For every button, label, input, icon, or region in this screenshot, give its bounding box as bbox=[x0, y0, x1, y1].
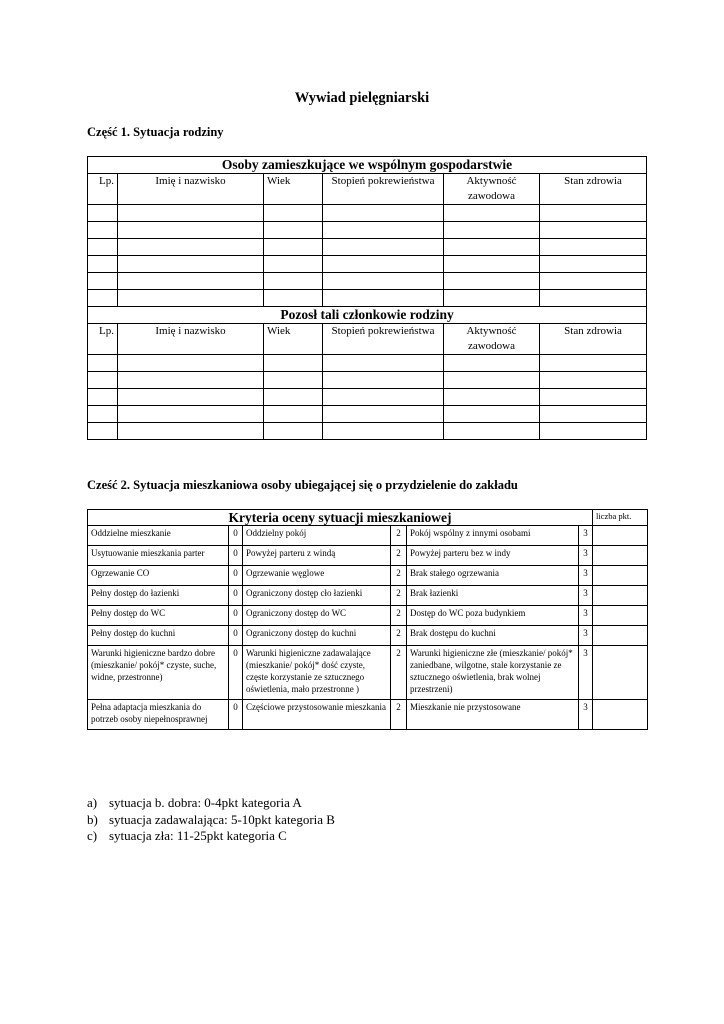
points-good: 0 bbox=[229, 526, 243, 546]
col-lp: Lp. bbox=[88, 174, 118, 205]
col-lp: Lp. bbox=[88, 324, 118, 355]
points-poor: 3 bbox=[579, 646, 593, 700]
list-marker: c) bbox=[87, 828, 98, 843]
points-good: 0 bbox=[229, 566, 243, 586]
points-poor: 3 bbox=[579, 700, 593, 730]
category-text: sytuacja zadawalająca: 5-10pkt kategoria B bbox=[109, 811, 335, 827]
criterion-poor: Mieszkanie nie przystosowane bbox=[407, 700, 579, 730]
criteria-row bbox=[88, 646, 648, 700]
table-row[interactable] bbox=[88, 239, 647, 256]
criterion-fair: Ogrzewanie węglowe bbox=[243, 566, 391, 586]
criterion-fair: Ograniczony dostęp do WC bbox=[243, 606, 391, 626]
criterion-fair: Oddzielny pokój bbox=[243, 526, 391, 546]
criteria-row bbox=[88, 586, 648, 606]
points-poor: 3 bbox=[579, 586, 593, 606]
table-row[interactable] bbox=[88, 222, 647, 239]
points-good: 0 bbox=[229, 606, 243, 626]
category-list bbox=[87, 795, 335, 845]
points-poor: 3 bbox=[579, 546, 593, 566]
points-fair: 2 bbox=[391, 546, 407, 566]
category-text: sytuacja zła: 11-25pkt kategoria C bbox=[109, 828, 287, 843]
points-good: 0 bbox=[229, 700, 243, 730]
criterion-good: Ogrzewanie CO bbox=[88, 566, 229, 586]
table-row[interactable] bbox=[88, 355, 647, 372]
points-fair: 2 bbox=[391, 646, 407, 700]
table-row[interactable] bbox=[88, 423, 647, 440]
criterion-fair: Warunki higieniczne zadawalające (mieszkanie/ pokój* dość czyste, częste korzystanie ze sztucznego oświetlenia, mało przestronne ) bbox=[243, 646, 391, 700]
points-good: 0 bbox=[229, 626, 243, 646]
score-cell[interactable] bbox=[593, 646, 648, 700]
category-text: sytuacja b. dobra: 0-4pkt kategoria A bbox=[109, 795, 302, 810]
part2-heading: Cześć 2. Sytuacja mieszkaniowa osoby ubiegającej się o przydzielenie do zakładu bbox=[87, 478, 518, 492]
criterion-fair: Częściowe przystosowanie mieszkania bbox=[243, 700, 391, 730]
housing-criteria-table bbox=[87, 509, 648, 730]
criterion-poor: Brak dostępu do kuchni bbox=[407, 626, 579, 646]
criteria-row bbox=[88, 546, 648, 566]
table-row[interactable] bbox=[88, 372, 647, 389]
col-activity: Aktywność zawodowa bbox=[444, 174, 540, 205]
criterion-poor: Warunki higieniczne złe (mieszkanie/ pokój* zaniedbane, wilgotne, stale korzystanie ze sztucznego oświetlenia, brak wolnej przestrzeni) bbox=[407, 646, 579, 700]
criterion-poor: Pokój wspólny z innymi osobami bbox=[407, 526, 579, 546]
col-name: Imię i nazwisko bbox=[118, 174, 264, 205]
criterion-good: Pełny dostęp do kuchni bbox=[88, 626, 229, 646]
points-fair: 2 bbox=[391, 626, 407, 646]
list-marker: b) bbox=[87, 811, 98, 827]
score-cell[interactable] bbox=[593, 700, 648, 730]
table-row[interactable] bbox=[88, 256, 647, 273]
list-marker: a) bbox=[87, 795, 98, 810]
score-cell[interactable] bbox=[593, 546, 648, 566]
table-row[interactable] bbox=[88, 273, 647, 290]
category-item bbox=[87, 828, 335, 845]
household-members-table bbox=[87, 156, 647, 440]
criterion-good: Warunki higieniczne bardzo dobre (mieszkanie/ pokój* czyste, suche, widne, przestronne) bbox=[88, 646, 229, 700]
housing-table-title: Kryteria oceny sytuacji mieszkaniowej bbox=[88, 510, 593, 526]
score-cell[interactable] bbox=[593, 606, 648, 626]
criteria-row bbox=[88, 626, 648, 646]
criterion-fair: Powyżej parteru z windą bbox=[243, 546, 391, 566]
col-health: Stan zdrowia bbox=[540, 324, 647, 355]
points-poor: 3 bbox=[579, 606, 593, 626]
points-good: 0 bbox=[229, 546, 243, 566]
criterion-fair: Ograniczony dostęp cło łazienki bbox=[243, 586, 391, 606]
score-cell[interactable] bbox=[593, 586, 648, 606]
criterion-poor: Brak łazienki bbox=[407, 586, 579, 606]
col-age: Wiek bbox=[264, 324, 323, 355]
table-row[interactable] bbox=[88, 389, 647, 406]
household-table-title: Osoby zamieszkujące we wspólnym gospodarstwie bbox=[88, 157, 647, 174]
col-health: Stan zdrowia bbox=[540, 174, 647, 205]
criteria-row bbox=[88, 606, 648, 626]
other-family-table-title: Pozosł tali członkowie rodziny bbox=[88, 307, 647, 324]
criterion-good: Pełny dostęp do WC bbox=[88, 606, 229, 626]
criterion-poor: Brak stałego ogrzewania bbox=[407, 566, 579, 586]
score-cell[interactable] bbox=[593, 566, 648, 586]
points-fair: 2 bbox=[391, 586, 407, 606]
criteria-row bbox=[88, 566, 648, 586]
points-poor: 3 bbox=[579, 526, 593, 546]
points-column-header: liczba pkt. bbox=[593, 510, 648, 526]
score-cell[interactable] bbox=[593, 626, 648, 646]
document-title: Wywiad pielęgniarski bbox=[294, 90, 430, 106]
part1-heading: Część 1. Sytuacja rodziny bbox=[87, 125, 224, 139]
score-cell[interactable] bbox=[593, 526, 648, 546]
criterion-good: Pełna adaptacja mieszkania do potrzeb osoby niepełnosprawnej bbox=[88, 700, 229, 730]
col-name: Imię i nazwisko bbox=[118, 324, 264, 355]
points-good: 0 bbox=[229, 586, 243, 606]
criteria-row bbox=[88, 700, 648, 730]
points-poor: 3 bbox=[579, 566, 593, 586]
criterion-fair: Ograniczony dostęp do kuchni bbox=[243, 626, 391, 646]
points-poor: 3 bbox=[579, 626, 593, 646]
points-fair: 2 bbox=[391, 566, 407, 586]
criterion-poor: Dostęp do WC poza budynkiem bbox=[407, 606, 579, 626]
criterion-good: Pełny dostęp do łazienki bbox=[88, 586, 229, 606]
table-row[interactable] bbox=[88, 290, 647, 307]
category-item bbox=[87, 812, 335, 829]
points-good: 0 bbox=[229, 646, 243, 700]
col-age: Wiek bbox=[264, 174, 323, 205]
table-row[interactable] bbox=[88, 406, 647, 423]
col-relationship: Stopień pokrewieństwa bbox=[323, 324, 444, 355]
criterion-good: Usytuowanie mieszkania parter bbox=[88, 546, 229, 566]
col-activity: Aktywność zawodowa bbox=[444, 324, 540, 355]
criteria-row bbox=[88, 526, 648, 546]
points-fair: 2 bbox=[391, 700, 407, 730]
table-row[interactable] bbox=[88, 205, 647, 222]
points-fair: 2 bbox=[391, 606, 407, 626]
points-fair: 2 bbox=[391, 526, 407, 546]
col-relationship: Stopień pokrewieństwa bbox=[323, 174, 444, 205]
criterion-good: Oddzielne mieszkanie bbox=[88, 526, 229, 546]
category-item bbox=[87, 795, 335, 812]
criterion-poor: Powyżej parteru bez w indy bbox=[407, 546, 579, 566]
